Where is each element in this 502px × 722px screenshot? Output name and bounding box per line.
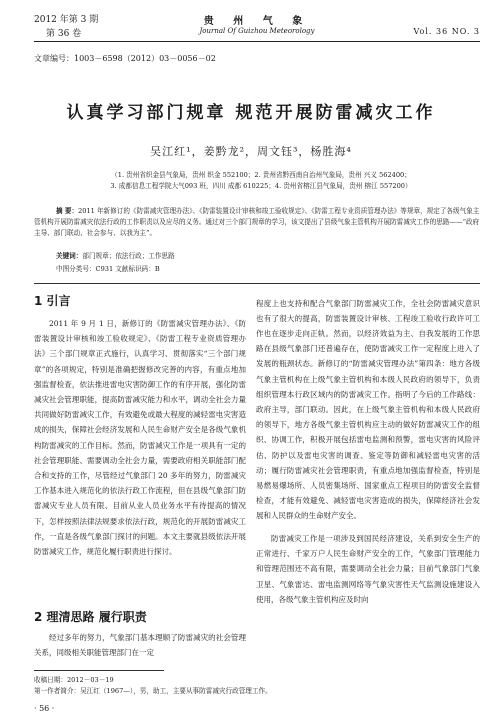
footnote-received: 收稿日期：2012－03－19	[34, 676, 114, 684]
running-header	[34, 10, 480, 44]
classification: 中图分类号：C931 文献标识码：B	[56, 265, 160, 273]
section-1-heading: 1 引言	[34, 294, 71, 308]
affiliation-line: （1. 贵州省织金县气象局，贵州 织金 552100；2. 贵州省黔西南自治州气象局，贵州 兴义 562400；	[111, 171, 411, 179]
affiliation-line: 3. 成都信息工程学院大气093 班，四川 成都 610225；4. 贵州省榕江县气象局，贵州 榕江 557200）	[110, 182, 412, 190]
left-column-section-1	[34, 316, 246, 559]
abstract-separator	[34, 283, 480, 284]
page-number: · 56 ·	[34, 704, 55, 713]
keywords	[56, 250, 175, 260]
section-2-heading: 2 理清思路 履行职责	[34, 610, 147, 624]
footnote-author: 第一作者简介：吴江红（1967—），男，助工，主要从事防雷减灾行政管理工作。	[34, 687, 272, 695]
right-paragraph-2: 防雷减灾工作是一项涉及到国民经济建设，关系到安全生产的正常进行、千家万户人民生命财产安全的工作，气象部门管理能力和管理范围还不高有限，需要调动全社会力量；目前气象部门气象卫星、气象雷达、雷电监测网络等气象灾害性天气监测设施建设入使用，各级气象主管机构应及时向	[256, 534, 480, 604]
keywords-label: 关键词：	[56, 252, 83, 260]
right-paragraph-1: 程度上也支持和配合气象部门防雷减灾工作，全社会防雷减灾意识也有了很大的提高，防雷装置设计审核、工程竣工验收行政许可工作也在逐步走向正轨。然而，以经济效益为主、自我发展的工作思路在县级气象部门还普遍存在，使防雷减灾工作一定程度上进入了发展的瓶颈状态。新修订的“防雷减灾管理办法”第四条：地方各级气象主管机构在上级气象主管机构和本级人民政府的领导下，负责组织管理本行政区域内的防雷减灾工作。指明了今后的工作路线：政府主导，部门联动。因此，在上级气象主管机构和本级人民政府的领导下，地方各级气象主管机构应主动的做好防雷减灾工作的组织、协调工作，积极开展包括雷电监测和预警，雷电灾害的风险评估、防护以及雷电灾害的调查、鉴定等防御和减轻雷电灾害的活动；履行防雷减灾社会管理职责，有重点地加强监督检查，特别是易燃易爆场所、人员密集场所、国家重点工程项目的防雷安全监督检查，才能有效避免、减轻雷电灾害造成的损失，保障经济社会发展和人民群众的生命财产安全。	[256, 298, 480, 521]
section-1-paragraph: 2011 年 9 月 1 日，新修订的《防雷减灾管理办法》、《防雷装置设计审核和竣工验收规定》、《防雷工程专业资质管理办法》三个部门规章正式施行，认真学习、贯彻落实“三个部门规章”的各项规定，特别是准确把握修改完善的内容，有重点地加强监督检查，依法推进雷电灾害防御工作的有序开展，强化防雷减灾社会管理职能，提高防雷减灾能力和水平，调动全社会力量共同做好防雷减灾工作，有效避免或最大程度的减轻雷电灾害造成的损失，保障社会经济发展和人民生命财产安全是各级气象机构防雷减灾的工作目标。然而，防雷减灾工作是一项具有一定的社会管理职能、需要调动全社会力量，需要政府相关职能部门配合和支持的工作，尽管经过气象部门 20 多年的努力，防雷减灾工作基本进入规范化的依法行政工作流程，但在县级气象部门防雷减灾专业人员有限、目前从业人员业务水平有待提高的情况下，怎样按照法律法规要求依法行政，规范化的开展防雷减灾工作，一直是各级气象部门探讨的问题。本文主要就县级依法开展防雷减灾工作，规范化履行职责进行探讨。	[34, 319, 246, 557]
abstract-text: 2011 年新修订的《防雷减灾管理办法》、《防雷装置设计审核和竣工验收规定》、《防雷工程专业资质管理办法》等规章，规定了各级气象主管机构开展防雷减灾依法行政的工作职责以及应尽的义务。通过对三个部门规章的学习，该文提出了县级气象主管机构开展防雷减灾工作的思路——“政府主导、部门联动、社会参与、以我为主”。	[34, 207, 480, 237]
footnote-rule	[34, 670, 164, 671]
abstract-label: 摘 要：	[56, 207, 79, 215]
section-2-paragraph: 经过多年的努力，气象部门基本理顺了防雷减灾的社会管理关系，同级相关职能管理部门在一定	[34, 633, 246, 658]
journal-title-cn: 贵 州 气 象	[203, 16, 311, 27]
header-rule	[34, 41, 480, 42]
left-column-section-2	[34, 630, 246, 660]
affiliations	[60, 170, 462, 192]
vol-no: Vol. 36 NO. 3	[413, 27, 480, 36]
right-column	[256, 288, 480, 607]
article-number: 文章编号：1003－6598（2012）03－0056－02	[34, 54, 216, 63]
journal-title-en: Journal Of Guizhou Meteorology	[199, 27, 315, 35]
author-list: 吴江红¹，姜黔龙²，周文钰³，杨胜海⁴	[150, 145, 352, 158]
year-issue: 2012 年第 3 期	[34, 15, 99, 25]
abstract	[34, 206, 480, 239]
paper-title: 认真学习部门规章 规范开展防雷减灾工作	[66, 103, 436, 123]
volume-issue: 第 36 卷	[46, 29, 82, 39]
keywords-text: 部门规章；依法行政；工作思路	[82, 252, 175, 260]
